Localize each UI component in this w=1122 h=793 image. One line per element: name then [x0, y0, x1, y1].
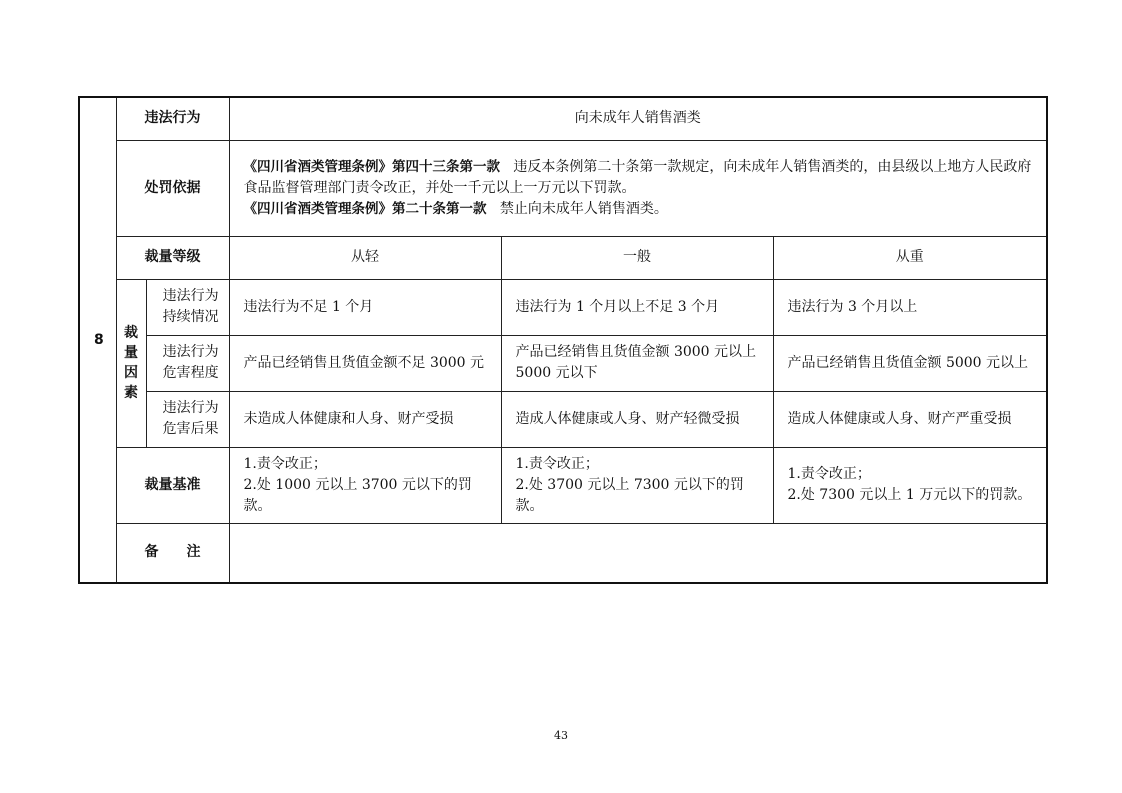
page-number: 43 — [554, 729, 568, 742]
factors-label: 裁量因素 — [116, 279, 146, 447]
basis-clause-2-title: 《四川省酒类管理条例》第二十条第一款 — [243, 200, 487, 217]
violation-row — [79, 97, 1047, 140]
violation-value: 向未成年人销售酒类 — [229, 97, 1047, 140]
factor-name: 违法行为持续情况 — [146, 279, 229, 335]
factor-light: 产品已经销售且货值金额不足 3000 元 — [229, 335, 501, 391]
factor-heavy: 产品已经销售且货值金额 5000 元以上 — [773, 335, 1047, 391]
factor-heavy: 造成人体健康或人身、财产严重受损 — [773, 391, 1047, 447]
basis-clause-2 — [244, 199, 1033, 220]
factor-row — [79, 391, 1047, 447]
level-heavy: 从重 — [773, 236, 1047, 279]
factor-row — [79, 279, 1047, 335]
basis-clause-1 — [244, 157, 1033, 199]
factor-name: 违法行为危害后果 — [146, 391, 229, 447]
levels-label: 裁量等级 — [116, 236, 229, 279]
discretion-table — [78, 96, 1048, 584]
factor-name: 违法行为危害程度 — [146, 335, 229, 391]
row-number: 8 — [79, 97, 116, 583]
factor-light: 未造成人体健康和人身、财产受损 — [229, 391, 501, 447]
basis-clause-2-text: 禁止向未成年人销售酒类。 — [499, 200, 668, 217]
standard-light: 1.责令改正； 2.处 1000 元以上 3700 元以下的罚款。 — [229, 447, 501, 523]
factor-normal: 产品已经销售且货值金额 3000 元以上 5000 元以下 — [501, 335, 773, 391]
standard-heavy: 1.责令改正； 2.处 7300 元以上 1 万元以下的罚款。 — [773, 447, 1047, 523]
level-normal: 一般 — [501, 236, 773, 279]
violation-label: 违法行为 — [116, 97, 229, 140]
factor-row — [79, 335, 1047, 391]
standard-normal: 1.责令改正； 2.处 3700 元以上 7300 元以下的罚款。 — [501, 447, 773, 523]
basis-label: 处罚依据 — [116, 140, 229, 236]
factor-heavy: 违法行为 3 个月以上 — [773, 279, 1047, 335]
levels-row — [79, 236, 1047, 279]
standard-label: 裁量基准 — [116, 447, 229, 523]
basis-clause-1-title: 《四川省酒类管理条例》第四十三条第一款 — [243, 158, 500, 175]
factor-normal: 违法行为 1 个月以上不足 3 个月 — [501, 279, 773, 335]
level-light: 从轻 — [229, 236, 501, 279]
basis-row — [79, 140, 1047, 236]
factor-normal: 造成人体健康或人身、财产轻微受损 — [501, 391, 773, 447]
basis-clause-1-text: 违反本条例第二十条第一款规定，向未成年人销售酒类的，由县级以上地方人民政府食品监督管理部门责令改正，并处一千元以上一万元以下罚款。 — [243, 158, 1032, 196]
remarks-value — [229, 523, 1047, 583]
standard-row — [79, 447, 1047, 523]
remarks-row — [79, 523, 1047, 583]
basis-content — [229, 140, 1047, 236]
remarks-label: 备 注 — [116, 523, 229, 583]
factor-light: 违法行为不足 1 个月 — [229, 279, 501, 335]
